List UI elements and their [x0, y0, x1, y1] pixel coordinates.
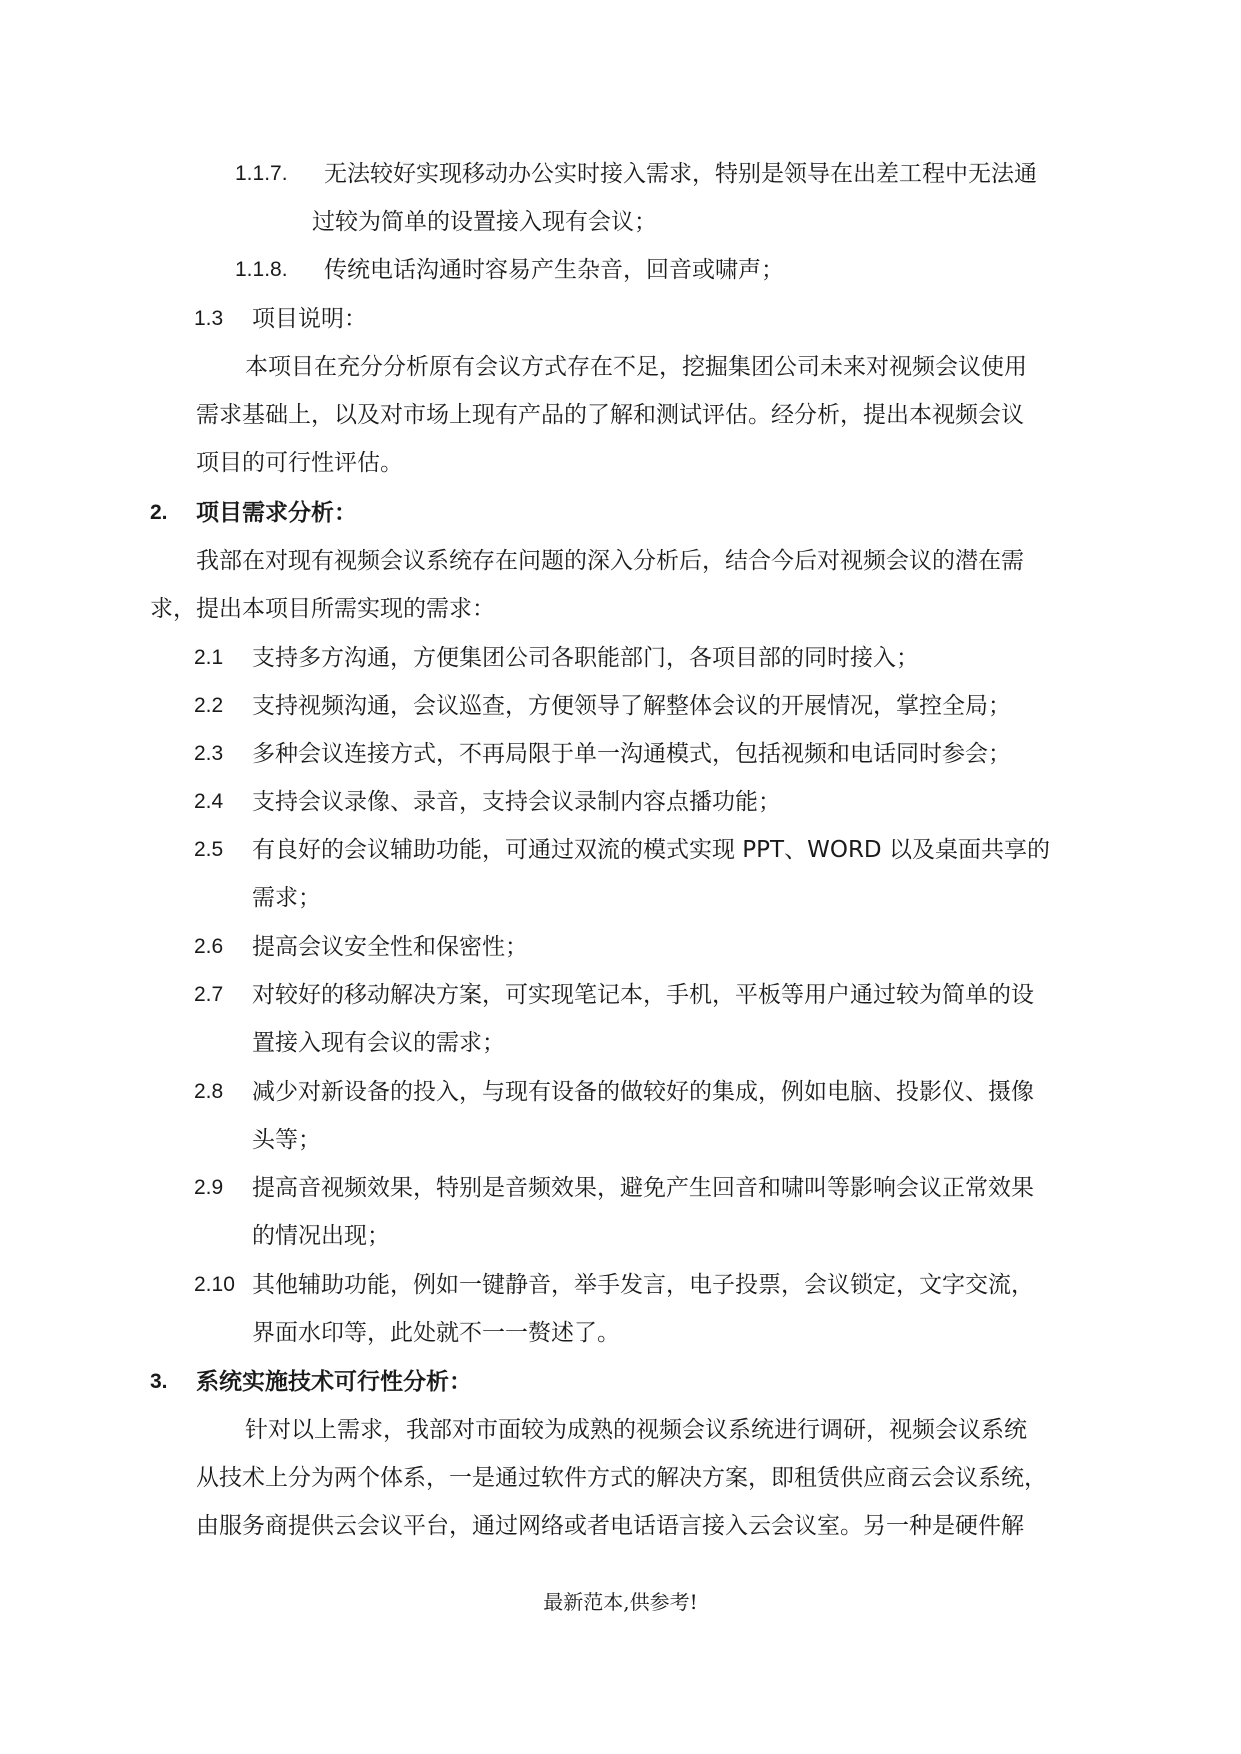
item-text-continued: 界面水印等，此处就不一一赘述了。: [252, 1320, 620, 1346]
item-text: 其他辅助功能，例如一键静音，举手发言，电子投票，会议锁定，文字交流，: [252, 1272, 1034, 1298]
item-text-continued: 过较为简单的设置接入现有会议；: [312, 209, 657, 235]
paragraph-line: 本项目在充分分析原有会议方式存在不足，挖掘集团公司未来对视频会议使用: [245, 354, 1027, 380]
item-text: 提高会议安全性和保密性；: [252, 934, 528, 960]
section-title: 项目需求分析：: [196, 500, 357, 526]
item-number: 2.4: [194, 790, 224, 813]
paragraph-line: 针对以上需求，我部对市面较为成熟的视频会议系统进行调研，视频会议系统: [245, 1417, 1027, 1443]
section-number: 2.: [150, 501, 168, 524]
item-text: 无法较好实现移动办公实时接入需求，特别是领导在出差工程中无法通: [324, 161, 1037, 187]
item-number: 2.3: [194, 742, 224, 765]
section-number: 3.: [150, 1370, 168, 1393]
item-text: 减少对新设备的投入，与现有设备的做较好的集成，例如电脑、投影仪、摄像: [252, 1079, 1034, 1105]
item-text: 提高音视频效果，特别是音频效果，避免产生回音和啸叫等影响会议正常效果: [252, 1175, 1034, 1201]
item-text-continued: 头等；: [252, 1127, 321, 1153]
item-number: 2.10: [194, 1273, 235, 1296]
paragraph-line: 从技术上分为两个体系，一是通过软件方式的解决方案，即租赁供应商云会议系统，: [196, 1465, 1047, 1491]
item-text: 支持多方沟通，方便集团公司各职能部门，各项目部的同时接入；: [252, 645, 919, 671]
item-number: 1.1.8.: [235, 258, 288, 281]
item-text-continued: 置接入现有会议的需求；: [252, 1030, 505, 1056]
item-number: 2.1: [194, 646, 224, 669]
item-number: 2.5: [194, 838, 224, 861]
item-number: 2.2: [194, 694, 224, 717]
item-number: 2.8: [194, 1080, 224, 1103]
item-text: 支持会议录像、录音，支持会议录制内容点播功能；: [252, 789, 781, 815]
paragraph-line: 由服务商提供云会议平台，通过网络或者电话语言接入云会议室。另一种是硬件解: [196, 1513, 1024, 1539]
paragraph-line: 我部在对现有视频会议系统存在问题的深入分析后，结合今后对视频会议的潜在需: [196, 548, 1024, 574]
item-number: 2.6: [194, 935, 224, 958]
paragraph-line: 求，提出本项目所需实现的需求：: [150, 596, 495, 622]
subsection-number: 1.3: [194, 307, 224, 330]
page-footer: 最新范本,供参考!: [543, 1590, 698, 1614]
item-text-continued: 需求；: [252, 885, 321, 911]
item-number: 2.7: [194, 983, 224, 1006]
item-text: 对较好的移动解决方案，可实现笔记本，手机，平板等用户通过较为简单的设: [252, 982, 1034, 1008]
item-number: 1.1.7.: [235, 162, 288, 185]
item-text: 有良好的会议辅助功能，可通过双流的模式实现 PPT、WORD 以及桌面共享的: [252, 837, 1050, 863]
item-text: 支持视频沟通，会议巡查，方便领导了解整体会议的开展情况，掌控全局；: [252, 693, 1011, 719]
item-text: 传统电话沟通时容易产生杂音，回音或啸声；: [324, 257, 784, 283]
item-text: 多种会议连接方式，不再局限于单一沟通模式，包括视频和电话同时参会；: [252, 741, 1011, 767]
paragraph-line: 项目的可行性评估。: [196, 450, 403, 476]
subsection-title: 项目说明：: [252, 306, 367, 332]
paragraph-line: 需求基础上，以及对市场上现有产品的了解和测试评估。经分析，提出本视频会议: [196, 402, 1024, 428]
item-text-continued: 的情况出现；: [252, 1223, 390, 1249]
section-title: 系统实施技术可行性分析：: [196, 1369, 472, 1395]
item-number: 2.9: [194, 1176, 224, 1199]
